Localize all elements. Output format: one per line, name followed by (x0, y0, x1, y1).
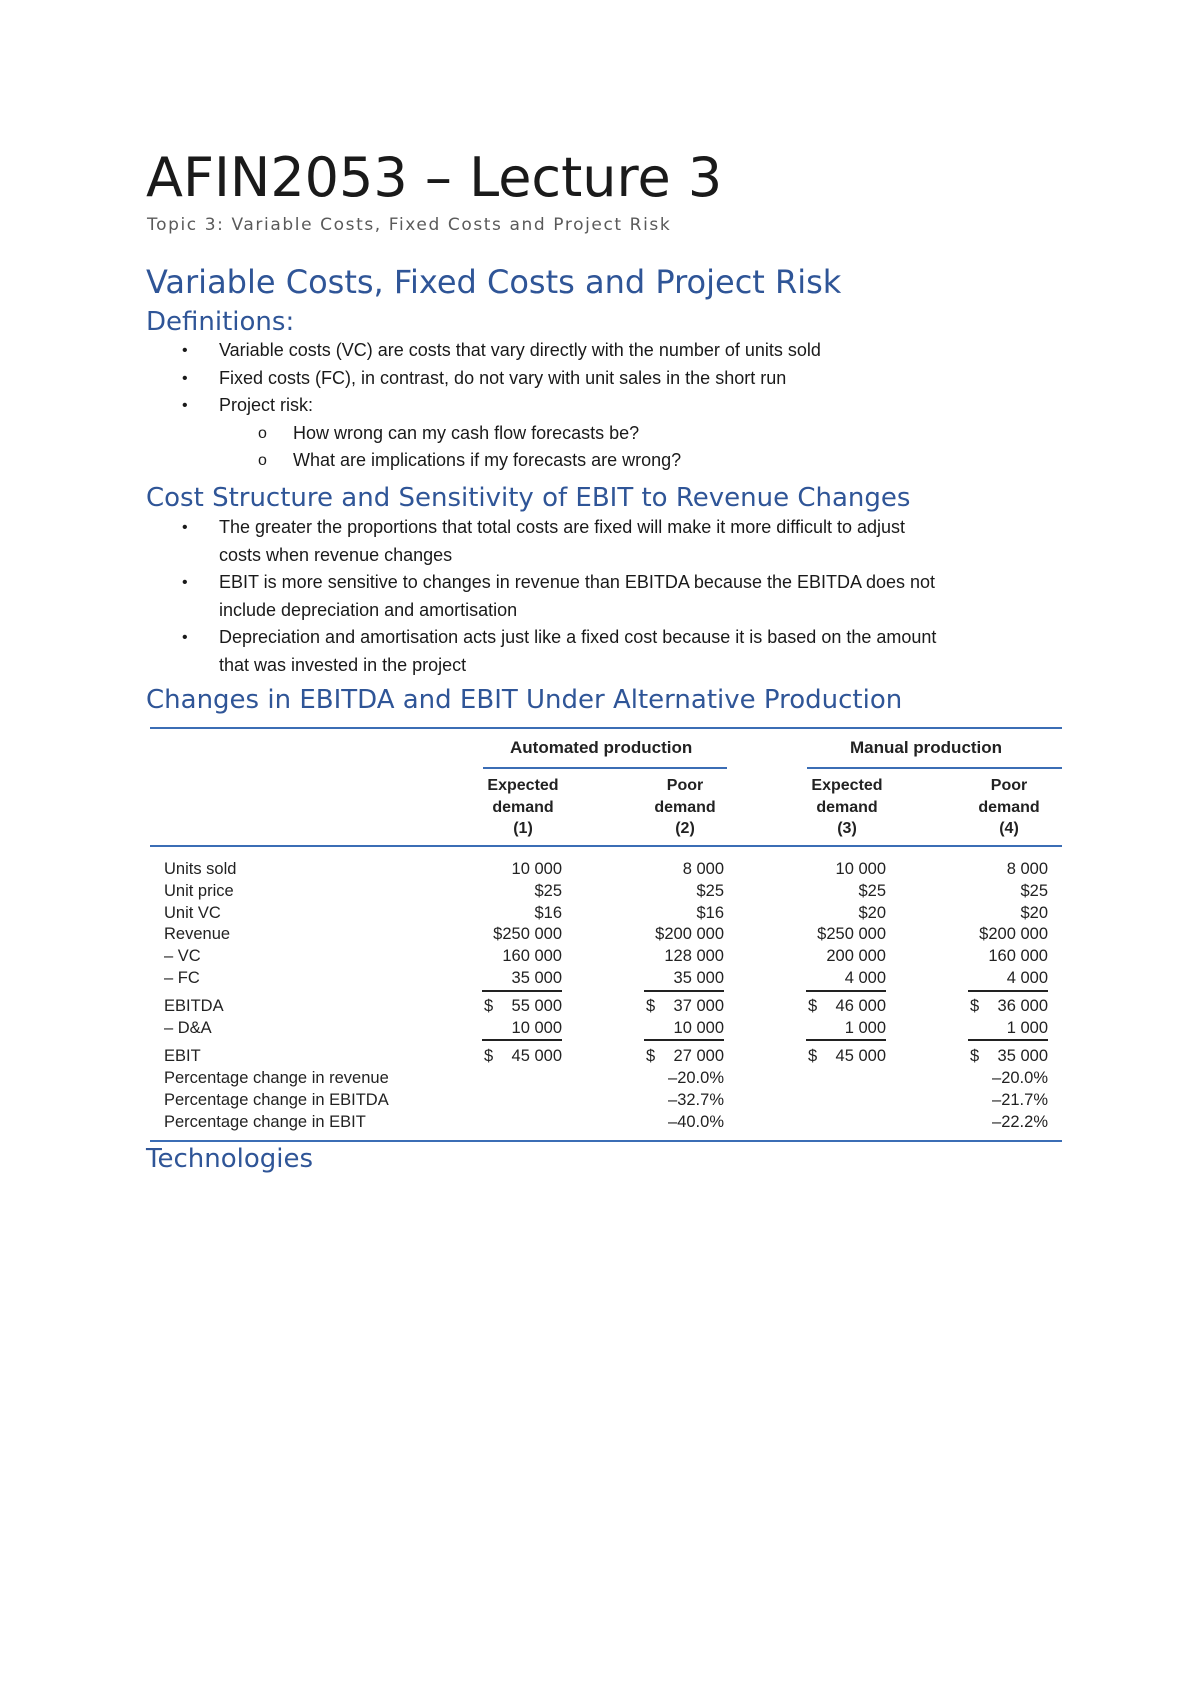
currency-symbol: $ (970, 997, 980, 1015)
group-rule-automated (483, 767, 727, 769)
table-cell (766, 882, 886, 901)
table-cell (928, 882, 1048, 901)
cell-value: 46 000 (835, 997, 886, 1015)
cell-value: 4 000 (844, 969, 886, 987)
cell-value: $25 (1020, 882, 1048, 900)
table-cell (604, 925, 724, 944)
cell-value: 10 000 (511, 860, 562, 878)
table-cell (928, 860, 1048, 879)
table-cell (928, 904, 1048, 923)
cell-value: $250 000 (817, 925, 886, 943)
table-bottom-rule (150, 1140, 1062, 1142)
cell-value: 160 000 (988, 947, 1048, 965)
row-label: Unit VC (164, 904, 221, 922)
list-item-text: Project risk: (219, 395, 314, 415)
column-header-line: (2) (675, 820, 695, 837)
table-cell (604, 1113, 724, 1132)
cell-value: 1 000 (1006, 1019, 1048, 1037)
cell-value: 35 000 (997, 1047, 1048, 1065)
cell-value: –20.0% (992, 1069, 1048, 1087)
cell-value: 35 000 (511, 969, 562, 987)
column-header-line: Expected (487, 777, 559, 794)
sub-list-item (0, 447, 1039, 475)
bullet-icon: • (182, 342, 188, 359)
table-cell (604, 1069, 724, 1088)
cell-value: 1 000 (844, 1019, 886, 1037)
cell-value: $200 000 (655, 925, 724, 943)
cell-value: –21.7% (992, 1091, 1048, 1109)
list-item-line: costs when revenue changes (219, 544, 453, 565)
subtotal-rule-ebitda (968, 990, 1048, 992)
table-cell (604, 1019, 724, 1038)
list-item-line: that was invested in the project (219, 654, 467, 675)
list-item (0, 365, 1039, 393)
column-header-line: Poor (990, 777, 1028, 794)
table-cell (766, 925, 886, 944)
sub-bullet-icon: o (258, 452, 267, 469)
row-label: Percentage change in EBIT (164, 1113, 366, 1131)
table-cell (604, 1091, 724, 1110)
subtotal-rule-ebit (482, 1039, 562, 1041)
table-cell (442, 904, 562, 923)
table-cell (928, 1047, 1048, 1066)
table-cell (928, 1019, 1048, 1038)
subtotal-rule-ebit (806, 1039, 886, 1041)
table-cell (442, 947, 562, 966)
currency-symbol: $ (970, 1047, 980, 1065)
column-header-line: demand (978, 798, 1040, 816)
cell-value: 45 000 (835, 1047, 886, 1065)
table-cell (766, 947, 886, 966)
document-title: AFIN2053 – Lecture 3 (146, 146, 723, 209)
column-header (954, 775, 1064, 840)
currency-symbol: $ (646, 997, 656, 1015)
table-cell (928, 1069, 1048, 1088)
column-header (468, 775, 578, 840)
list-item (0, 392, 1039, 420)
cell-value: $25 (534, 882, 562, 900)
cost-structure-list (0, 514, 1039, 679)
currency-symbol: $ (808, 997, 818, 1015)
cell-value: 4 000 (1006, 969, 1048, 987)
row-label: Units sold (164, 860, 237, 878)
cell-value: $16 (534, 904, 562, 922)
row-label: Percentage change in EBITDA (164, 1091, 389, 1109)
cell-value: $250 000 (493, 925, 562, 943)
column-header-line: demand (816, 798, 878, 816)
table-cell (604, 947, 724, 966)
table-cell (928, 997, 1048, 1016)
cost-structure-heading: Cost Structure and Sensitivity of EBIT to Revenue Changes (146, 483, 911, 513)
definitions-list (0, 337, 1039, 475)
cell-value: $200 000 (979, 925, 1048, 943)
sub-list-item (0, 420, 1039, 448)
ebitda-ebit-table (150, 727, 1062, 1142)
row-label: – VC (164, 947, 201, 965)
cell-value: 45 000 (511, 1047, 562, 1065)
cell-value: 128 000 (664, 947, 724, 965)
column-header-line: (3) (837, 820, 857, 837)
cell-value: 35 000 (673, 969, 724, 987)
subtotal-rule-ebit (644, 1039, 724, 1041)
table-cell (442, 1019, 562, 1038)
cell-value: 37 000 (673, 997, 724, 1015)
list-item-line: Depreciation and amortisation acts just like a fixed cost because it is based on the amount (219, 627, 937, 647)
table-cell (604, 1047, 724, 1066)
table-cell (766, 997, 886, 1016)
subtotal-rule-ebit (968, 1039, 1048, 1041)
technologies-heading: Technologies (146, 1144, 314, 1174)
bullet-icon: • (182, 574, 188, 591)
table-cell (442, 997, 562, 1016)
cell-value: 8 000 (682, 860, 724, 878)
row-label: – FC (164, 969, 200, 987)
currency-symbol: $ (484, 997, 494, 1015)
subtotal-rule-ebitda (806, 990, 886, 992)
table-cell (442, 969, 562, 988)
section-heading-variable-fixed-costs: Variable Costs, Fixed Costs and Project Risk (146, 263, 842, 301)
currency-symbol: $ (484, 1047, 494, 1065)
sub-bullet-icon: o (258, 424, 267, 442)
list-item (0, 569, 1039, 624)
column-header-line: demand (492, 798, 554, 816)
row-label: Percentage change in revenue (164, 1069, 389, 1087)
bullet-icon: • (182, 629, 188, 646)
bullet-icon: • (182, 397, 188, 414)
list-item-text: Fixed costs (FC), in contrast, do not vary with unit sales in the short run (219, 367, 787, 388)
row-label: EBIT (164, 1047, 201, 1065)
cell-value: 8 000 (1006, 860, 1048, 878)
column-header-line: (4) (999, 820, 1019, 837)
cell-value: $16 (696, 904, 724, 922)
table-cell (766, 1047, 886, 1066)
cell-value: –32.7% (668, 1091, 724, 1109)
table-cell (604, 997, 724, 1016)
table-cell (766, 1019, 886, 1038)
list-item-line: EBIT is more sensitive to changes in revenue than EBITDA because the EBITDA does not (219, 572, 936, 592)
cell-value: –40.0% (668, 1113, 724, 1131)
group-heading-automated: Automated production (510, 738, 693, 757)
table-cell (442, 1047, 562, 1066)
subtotal-rule-ebitda (482, 990, 562, 992)
table-cell (766, 904, 886, 923)
column-header (792, 775, 902, 840)
list-item (0, 514, 1039, 569)
group-rule-manual (807, 767, 1062, 769)
table-cell (442, 925, 562, 944)
table-cell (604, 882, 724, 901)
table-cell (442, 860, 562, 879)
cell-value: $20 (858, 904, 886, 922)
list-item (0, 624, 1039, 679)
group-heading-manual: Manual production (850, 738, 1003, 757)
cell-value: 160 000 (502, 947, 562, 965)
cell-value: 10 000 (835, 860, 886, 878)
cell-value: –22.2% (992, 1113, 1048, 1131)
list-item (0, 337, 1039, 365)
table-cell (928, 1113, 1048, 1132)
currency-symbol: $ (646, 1047, 656, 1065)
list-item-text: What are implications if my forecasts are wrong? (293, 450, 682, 470)
bullet-icon: • (182, 369, 188, 387)
table-cell (442, 882, 562, 901)
cell-value: $20 (1020, 904, 1048, 922)
table-cell (928, 969, 1048, 988)
table-cell (766, 860, 886, 879)
table-header-rule (150, 845, 1062, 847)
bullet-icon: • (182, 519, 188, 536)
row-label: EBITDA (164, 997, 224, 1015)
cell-value: 55 000 (511, 997, 562, 1015)
cell-value: $25 (696, 882, 724, 900)
column-header-line: Expected (811, 777, 883, 794)
list-item-text: How wrong can my cash flow forecasts be? (293, 422, 640, 443)
cell-value: –20.0% (668, 1069, 724, 1087)
definitions-heading: Definitions: (146, 307, 295, 337)
table-cell (604, 904, 724, 923)
column-header (630, 775, 740, 840)
document-subtitle: Topic 3: Variable Costs, Fixed Costs and Project Risk (147, 215, 672, 235)
table-top-rule (150, 727, 1062, 729)
table-cell (928, 1091, 1048, 1110)
table-cell (928, 947, 1048, 966)
subtotal-rule-ebitda (644, 990, 724, 992)
currency-symbol: $ (808, 1047, 818, 1065)
changes-heading: Changes in EBITDA and EBIT Under Alternative Production (146, 685, 903, 715)
list-item-line: The greater the proportions that total costs are fixed will make it more difficult to adjust (219, 517, 905, 537)
list-item-line: include depreciation and amortisation (219, 599, 518, 620)
column-header-line: Poor (666, 777, 704, 794)
column-header-line: (1) (513, 820, 533, 837)
cell-value: 10 000 (673, 1019, 724, 1037)
table-cell (604, 860, 724, 879)
cell-value: 36 000 (997, 997, 1048, 1015)
cell-value: $25 (858, 882, 886, 900)
column-header-line: demand (654, 798, 716, 816)
cell-value: 200 000 (826, 947, 886, 965)
table-cell (604, 969, 724, 988)
cell-value: 27 000 (673, 1047, 724, 1065)
row-label: Unit price (164, 882, 234, 900)
list-item-text: Variable costs (VC) are costs that vary directly with the number of units sold (219, 340, 821, 360)
row-label: – D&A (164, 1019, 212, 1037)
cell-value: 10 000 (511, 1019, 562, 1037)
row-label: Revenue (164, 925, 231, 943)
table-cell (766, 969, 886, 988)
table-cell (928, 925, 1048, 944)
